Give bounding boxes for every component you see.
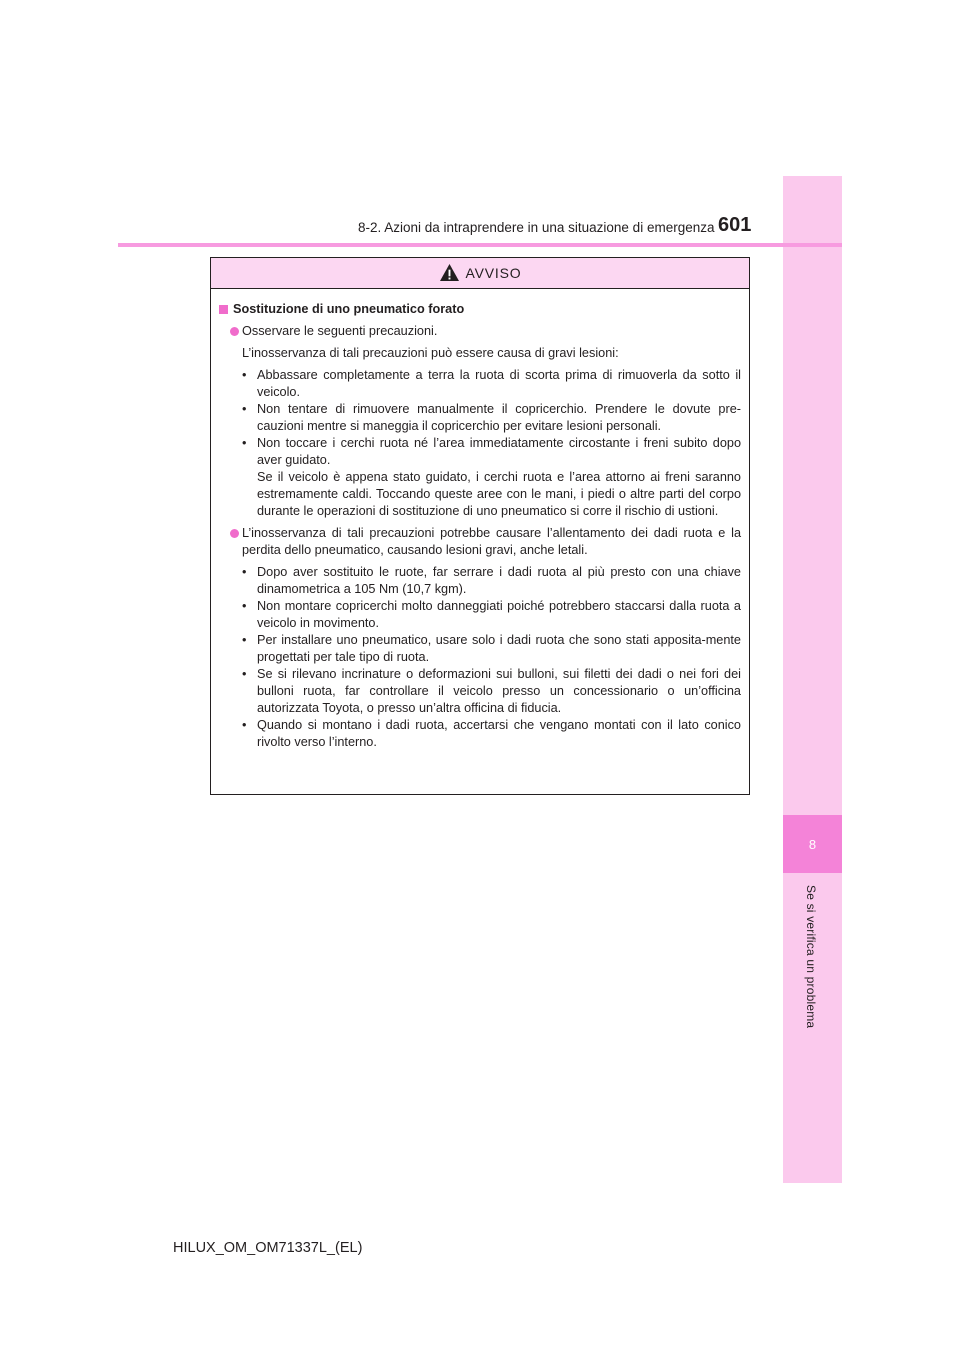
list-item: • Non montare copricerchi molto danneggiati poiché potrebbero staccarsi dalla ruota a veicolo in movimento. bbox=[242, 599, 741, 630]
circle-bullet-icon bbox=[230, 327, 239, 336]
document-code-footer: HILUX_OM_OM71337L_(EL) bbox=[173, 1240, 363, 1256]
section-title: 8-2. Azioni da intraprendere in una situazione di emergenza bbox=[358, 220, 715, 235]
page-number: 601 bbox=[718, 214, 752, 236]
warning-label: AVVISO bbox=[465, 265, 522, 281]
point-2-bullet-list bbox=[219, 564, 741, 751]
list-item-continuation: Se il veicolo è appena stato guidato, i cerchi ruota e l’area attorno ai freni saranno estremamente caldi. Toccando queste aree con le mani, i piedi o altre parti del corpo durante le operazioni di sostituzione di uno pneumatico si corre il rischio di ustioni. bbox=[257, 470, 741, 518]
warning-body bbox=[211, 289, 749, 751]
chapter-side-tab bbox=[783, 176, 842, 1183]
list-item: • Non toccare i cerchi ruota né l’area immediatamente circostante i freni subito dopo aver guidato. Se il veicolo è appena stato guidato, i cerchi ruota e l’area attorno ai freni saranno estremamente caldi. Toccando queste aree con le mani, i piedi o altre parti del corpo durante le operazioni di sostituzione di uno pneumatico si corre il rischio di ustioni. bbox=[242, 436, 741, 518]
chapter-title-vertical: Se si verifica un problema bbox=[804, 885, 818, 1029]
chapter-number-tab bbox=[783, 815, 842, 873]
warning-heading bbox=[219, 301, 741, 318]
point-1-subtext: L’inosservanza di tali precauzioni può essere causa di gravi lesioni: bbox=[242, 346, 619, 360]
list-item: • Dopo aver sostituito le ruote, far serrare i dadi ruota al più presto con una chiave dinamometrica a 105 Nm (10,7 kgm). bbox=[242, 565, 741, 596]
warning-triangle-icon bbox=[439, 263, 460, 282]
list-item: • Se si rilevano incrinature o deformazioni sui bulloni, sui filetti dei dadi o nei fori dei bulloni ruota, far controllare il veicolo presso un concessionario o un’officina autorizzata Toyota, o presso un’altra officina di fiducia. bbox=[242, 667, 741, 715]
point-2 bbox=[219, 525, 741, 559]
point-1-bullet-list bbox=[219, 367, 741, 520]
point-2-text: L’inosservanza di tali precauzioni potrebbe causare l’allentamento dei dadi ruota e la perdita dello pneumatico, causando lesioni gravi, anche letali. bbox=[242, 526, 741, 557]
warning-box bbox=[210, 257, 750, 795]
point-1 bbox=[219, 323, 741, 340]
list-item: • Abbassare completamente a terra la ruota di scorta prima di rimuoverla da sotto il veicolo. bbox=[242, 368, 741, 399]
circle-bullet-icon bbox=[230, 529, 239, 538]
list-item: • Quando si montano i dadi ruota, accertarsi che vengano montati con il lato conico rivolto verso l’interno. bbox=[242, 718, 741, 749]
list-item: • Non tentare di rimuovere manualmente il copricerchio. Prendere le dovute pre-cauzioni mentre si maneggia il copricerchio per evitare lesioni personali. bbox=[242, 402, 741, 433]
chapter-number: 8 bbox=[808, 836, 817, 852]
square-bullet-icon bbox=[219, 305, 228, 314]
warning-heading-text: Sostituzione di uno pneumatico forato bbox=[233, 302, 465, 316]
point-1-text: Osservare le seguenti precauzioni. bbox=[242, 324, 438, 338]
list-item: • Per installare uno pneumatico, usare solo i dadi ruota che sono stati apposita-mente progettati per tale tipo di ruota. bbox=[242, 633, 741, 664]
warning-header bbox=[211, 258, 749, 289]
header-divider bbox=[118, 243, 842, 247]
